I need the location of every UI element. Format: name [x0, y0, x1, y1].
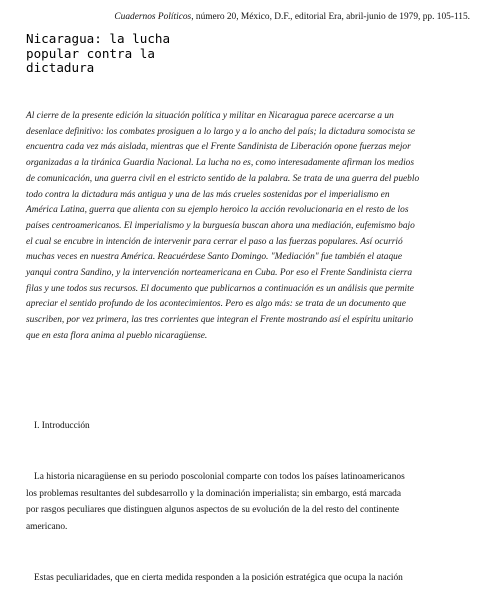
intro-line: todo contra la dictadura más antigua y una de las más crueles sostenidas por el imperialismo en — [26, 189, 390, 200]
editorial-intro — [26, 109, 476, 345]
paragraph-line: los problemas resultantes del subdesarrollo y la dominación imperialista; sin embargo, está marcada — [26, 488, 401, 499]
intro-line: Al cierre de la presente edición la situación política y militar en Nicaragua parece acercarse a un — [26, 111, 394, 121]
paragraph-line: americano. — [26, 521, 68, 532]
intro-line: suscriben, por vez primera, las tres corrientes que integran el Frente mostrando así el espíritu unitario — [26, 315, 414, 326]
intro-line: filas y une todos sus recursos. El documento que publicarnos a continuación es un análisis que permite — [26, 283, 414, 294]
title-line: Nicaragua: la lucha — [26, 31, 171, 46]
intro-line: encuentra cada vez más aislada, mientras que el Frente Sandinista de Liberación opone fuerzas mejor — [26, 142, 411, 153]
journal-name: Cuadernos Políticos — [114, 12, 192, 22]
intro-line: apreciar el sentido profundo de los acontecimientos. Pero es algo más: se trata de un documento que — [26, 299, 406, 310]
body-paragraph — [26, 469, 476, 535]
paragraph-line: Estas peculiaridades, que en cierta medida responden a la posición estratégica que ocupa la nación — [34, 573, 403, 583]
intro-line: países centroamericanos. El imperialismo y la burguesía buscan ahora una mediación, eufemismo bajo — [26, 220, 415, 231]
intro-line: yanqui contra Sandino, y la intervención norteamericana en Cuba. Por eso el Frente Sandinista cierra — [26, 268, 413, 279]
paragraph-line: La historia nicaragüense en su periodo poscolonial comparte con todos los países latinoamericanos — [34, 472, 405, 482]
intro-line: organizadas a la tiránica Guardia Nacional. La lucha no es, como interesadamente afirman los medios — [26, 158, 415, 169]
title-line: popular contra la — [26, 45, 155, 61]
section-heading: I. Introducción — [34, 421, 90, 431]
intro-line: de comunicación, una guerra civil en el estricto sentido de la palabra. Se trata de una guerra del pueblo — [26, 173, 420, 184]
title-line: dictadura — [26, 60, 95, 75]
intro-line: que en esta flora anima al pueblo nicaragüense. — [26, 330, 208, 341]
intro-line: el cual se encubre in intención de intervenir para cerrar el paso a las fuerzas populares. Así ocurrió — [26, 236, 403, 247]
citation-header — [114, 11, 470, 23]
body-paragraph — [26, 570, 476, 587]
intro-line: muchas veces en nuestra América. Reacuérdese Santo Domingo. "Mediación" fue también el ataque — [26, 252, 403, 263]
paragraph-line: por rasgos peculiares que distinguen algunos aspectos de su evolución de la del resto del continente — [26, 505, 400, 515]
article-title — [26, 32, 226, 76]
intro-line: desenlace definitivo: los combates prosiguen a lo largo y a lo ancho del país; la dictadura somocista se — [26, 126, 416, 137]
citation-details: , número 20, México, D.F., editorial Era, abril-junio de 1979, pp. 105-115. — [191, 12, 470, 22]
intro-line: América Latina, guerra que alienta con su ejemplo heroico la acción revolucionaria en el resto de los — [26, 205, 409, 216]
